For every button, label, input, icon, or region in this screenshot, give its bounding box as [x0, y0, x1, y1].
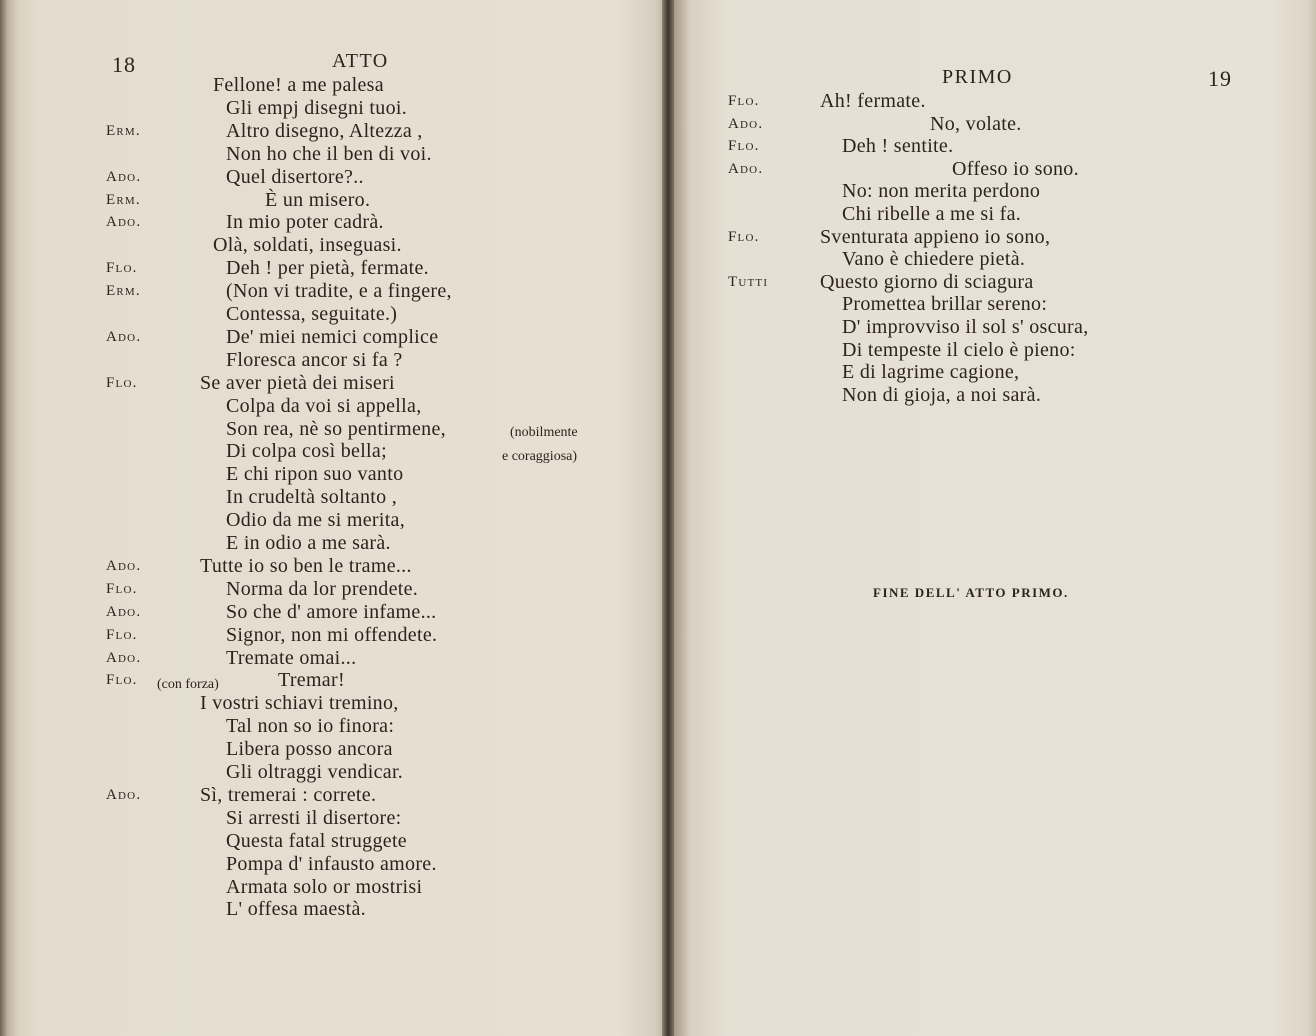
right-page — [668, 0, 1316, 1036]
speaker-label: Ado. — [106, 649, 142, 666]
verse-line: No: non merita perdono — [842, 180, 1041, 203]
verse-line: Odio da me si merita, — [226, 509, 406, 532]
verse-line: Sì, tremerai : correte. — [200, 783, 377, 806]
verse-line: Non di gioja, a noi sarà. — [842, 383, 1042, 406]
verse-line: Si arresti il disertore: — [226, 806, 402, 829]
verse-line: Non ho che il ben di voi. — [226, 142, 432, 165]
verse-line: Libera posso ancora — [226, 738, 393, 761]
speaker-label: Flo. — [728, 228, 760, 245]
verse-line: Chi ribelle a me si fa. — [842, 203, 1022, 225]
verse-line: De' miei nemici complice — [226, 325, 439, 348]
stage-direction: (con forza) — [157, 677, 219, 692]
verse-line: Floresca ancor si fa ? — [226, 348, 403, 371]
speaker-label: Ado. — [106, 214, 142, 231]
speaker-label: Erm. — [106, 122, 141, 139]
speaker-label: Erm. — [106, 191, 141, 208]
verse-line: Questo giorno di sciagura — [820, 270, 1034, 293]
verse-line: E di lagrime cagione, — [842, 361, 1020, 384]
verse-line: In crudeltà soltanto , — [226, 486, 397, 509]
verse-line: Pompa d' infausto amore. — [226, 852, 437, 875]
verse-line: Colpa da voi si appella, — [226, 394, 422, 417]
verse-line: (Non vi tradite, e a fingere, — [226, 280, 452, 303]
verse-line: L' offesa maestà. — [226, 898, 366, 921]
speaker-label: Flo. — [106, 374, 138, 391]
verse-line: Altro disegno, Altezza , — [226, 119, 423, 142]
verse-line: Contessa, seguitate.) — [226, 303, 398, 325]
speaker-label: Flo. — [106, 672, 138, 689]
verse-line: Deh ! sentite. — [842, 135, 954, 158]
verse-line: Quel disertore?.. — [226, 165, 364, 188]
verse-line: Promettea brillar sereno: — [842, 293, 1048, 316]
speaker-label: Erm. — [106, 283, 141, 300]
stage-direction: (nobilmente — [510, 425, 578, 440]
verse-line: Tutte io so ben le trame... — [200, 554, 412, 577]
speaker-label: Ado. — [106, 603, 142, 620]
speaker-label: Tutti — [728, 273, 769, 290]
verse-line: No, volate. — [930, 112, 1022, 135]
speaker-label: Ado. — [106, 786, 142, 803]
verse-line: E in odio a me sarà. — [226, 532, 391, 554]
verse-line: Deh ! per pietà, fermate. — [226, 257, 429, 280]
verse-line: Questa fatal struggete — [226, 829, 407, 852]
book-gutter — [662, 0, 674, 1036]
verse-line: Di tempeste il cielo è pieno: — [842, 338, 1076, 361]
verse-line: Vano è chiedere pietà. — [842, 248, 1026, 271]
verse-line: I vostri schiavi tremino, — [200, 692, 399, 715]
verse-line: È un misero. — [265, 188, 371, 211]
page-number: 18 — [112, 52, 136, 77]
verse-line: Offeso io sono. — [952, 157, 1079, 180]
verse-line: Tremate omai... — [226, 646, 357, 669]
verse-line: Fellone! a me palesa — [213, 74, 384, 96]
page-header: PRIMO — [942, 66, 1013, 88]
verse-line: D' improvviso il sol s' oscura, — [842, 316, 1089, 338]
speaker-label: Flo. — [728, 138, 760, 155]
verse-line: Di colpa così bella; — [226, 440, 387, 463]
speaker-label: Ado. — [728, 115, 764, 132]
speaker-label: Ado. — [106, 168, 142, 185]
verse-line: Armata solo or mostrisi — [226, 875, 423, 898]
verse-line: Gli oltraggi vendicar. — [226, 761, 404, 783]
verse-line: Tremar! — [278, 669, 345, 692]
verse-line: Se aver pietà dei miseri — [200, 371, 395, 394]
speaker-label: Ado. — [728, 160, 764, 177]
speaker-label: Flo. — [728, 93, 760, 109]
verse-line: Ah! fermate. — [820, 90, 926, 112]
verse-line: Tal non so io finora: — [226, 715, 395, 738]
verse-line: E chi ripon suo vanto — [226, 463, 404, 486]
verse-line: Sventurata appieno io sono, — [820, 225, 1051, 248]
verse-line: Son rea, nè so pentirmene, — [226, 417, 446, 440]
page-header: ATTO — [332, 50, 389, 72]
stage-direction: e coraggiosa) — [502, 449, 578, 464]
speaker-label: Flo. — [106, 260, 138, 277]
speaker-label: Flo. — [106, 580, 138, 597]
end-of-act-note: FINE DELL' ATTO PRIMO. — [873, 585, 1069, 600]
speaker-label: Ado. — [106, 557, 142, 574]
speaker-label: Ado. — [106, 328, 142, 345]
verse-line: Signor, non mi offendete. — [226, 623, 438, 646]
verse-line: Norma da lor prendete. — [226, 577, 419, 600]
verse-line: In mio poter cadrà. — [226, 211, 384, 234]
verse-line: Gli empj disegni tuoi. — [226, 96, 408, 119]
page-number: 19 — [1208, 66, 1232, 91]
verse-line: Olà, soldati, inseguasi. — [213, 234, 402, 257]
verse-line: So che d' amore infame... — [226, 600, 437, 623]
speaker-label: Flo. — [106, 626, 138, 643]
